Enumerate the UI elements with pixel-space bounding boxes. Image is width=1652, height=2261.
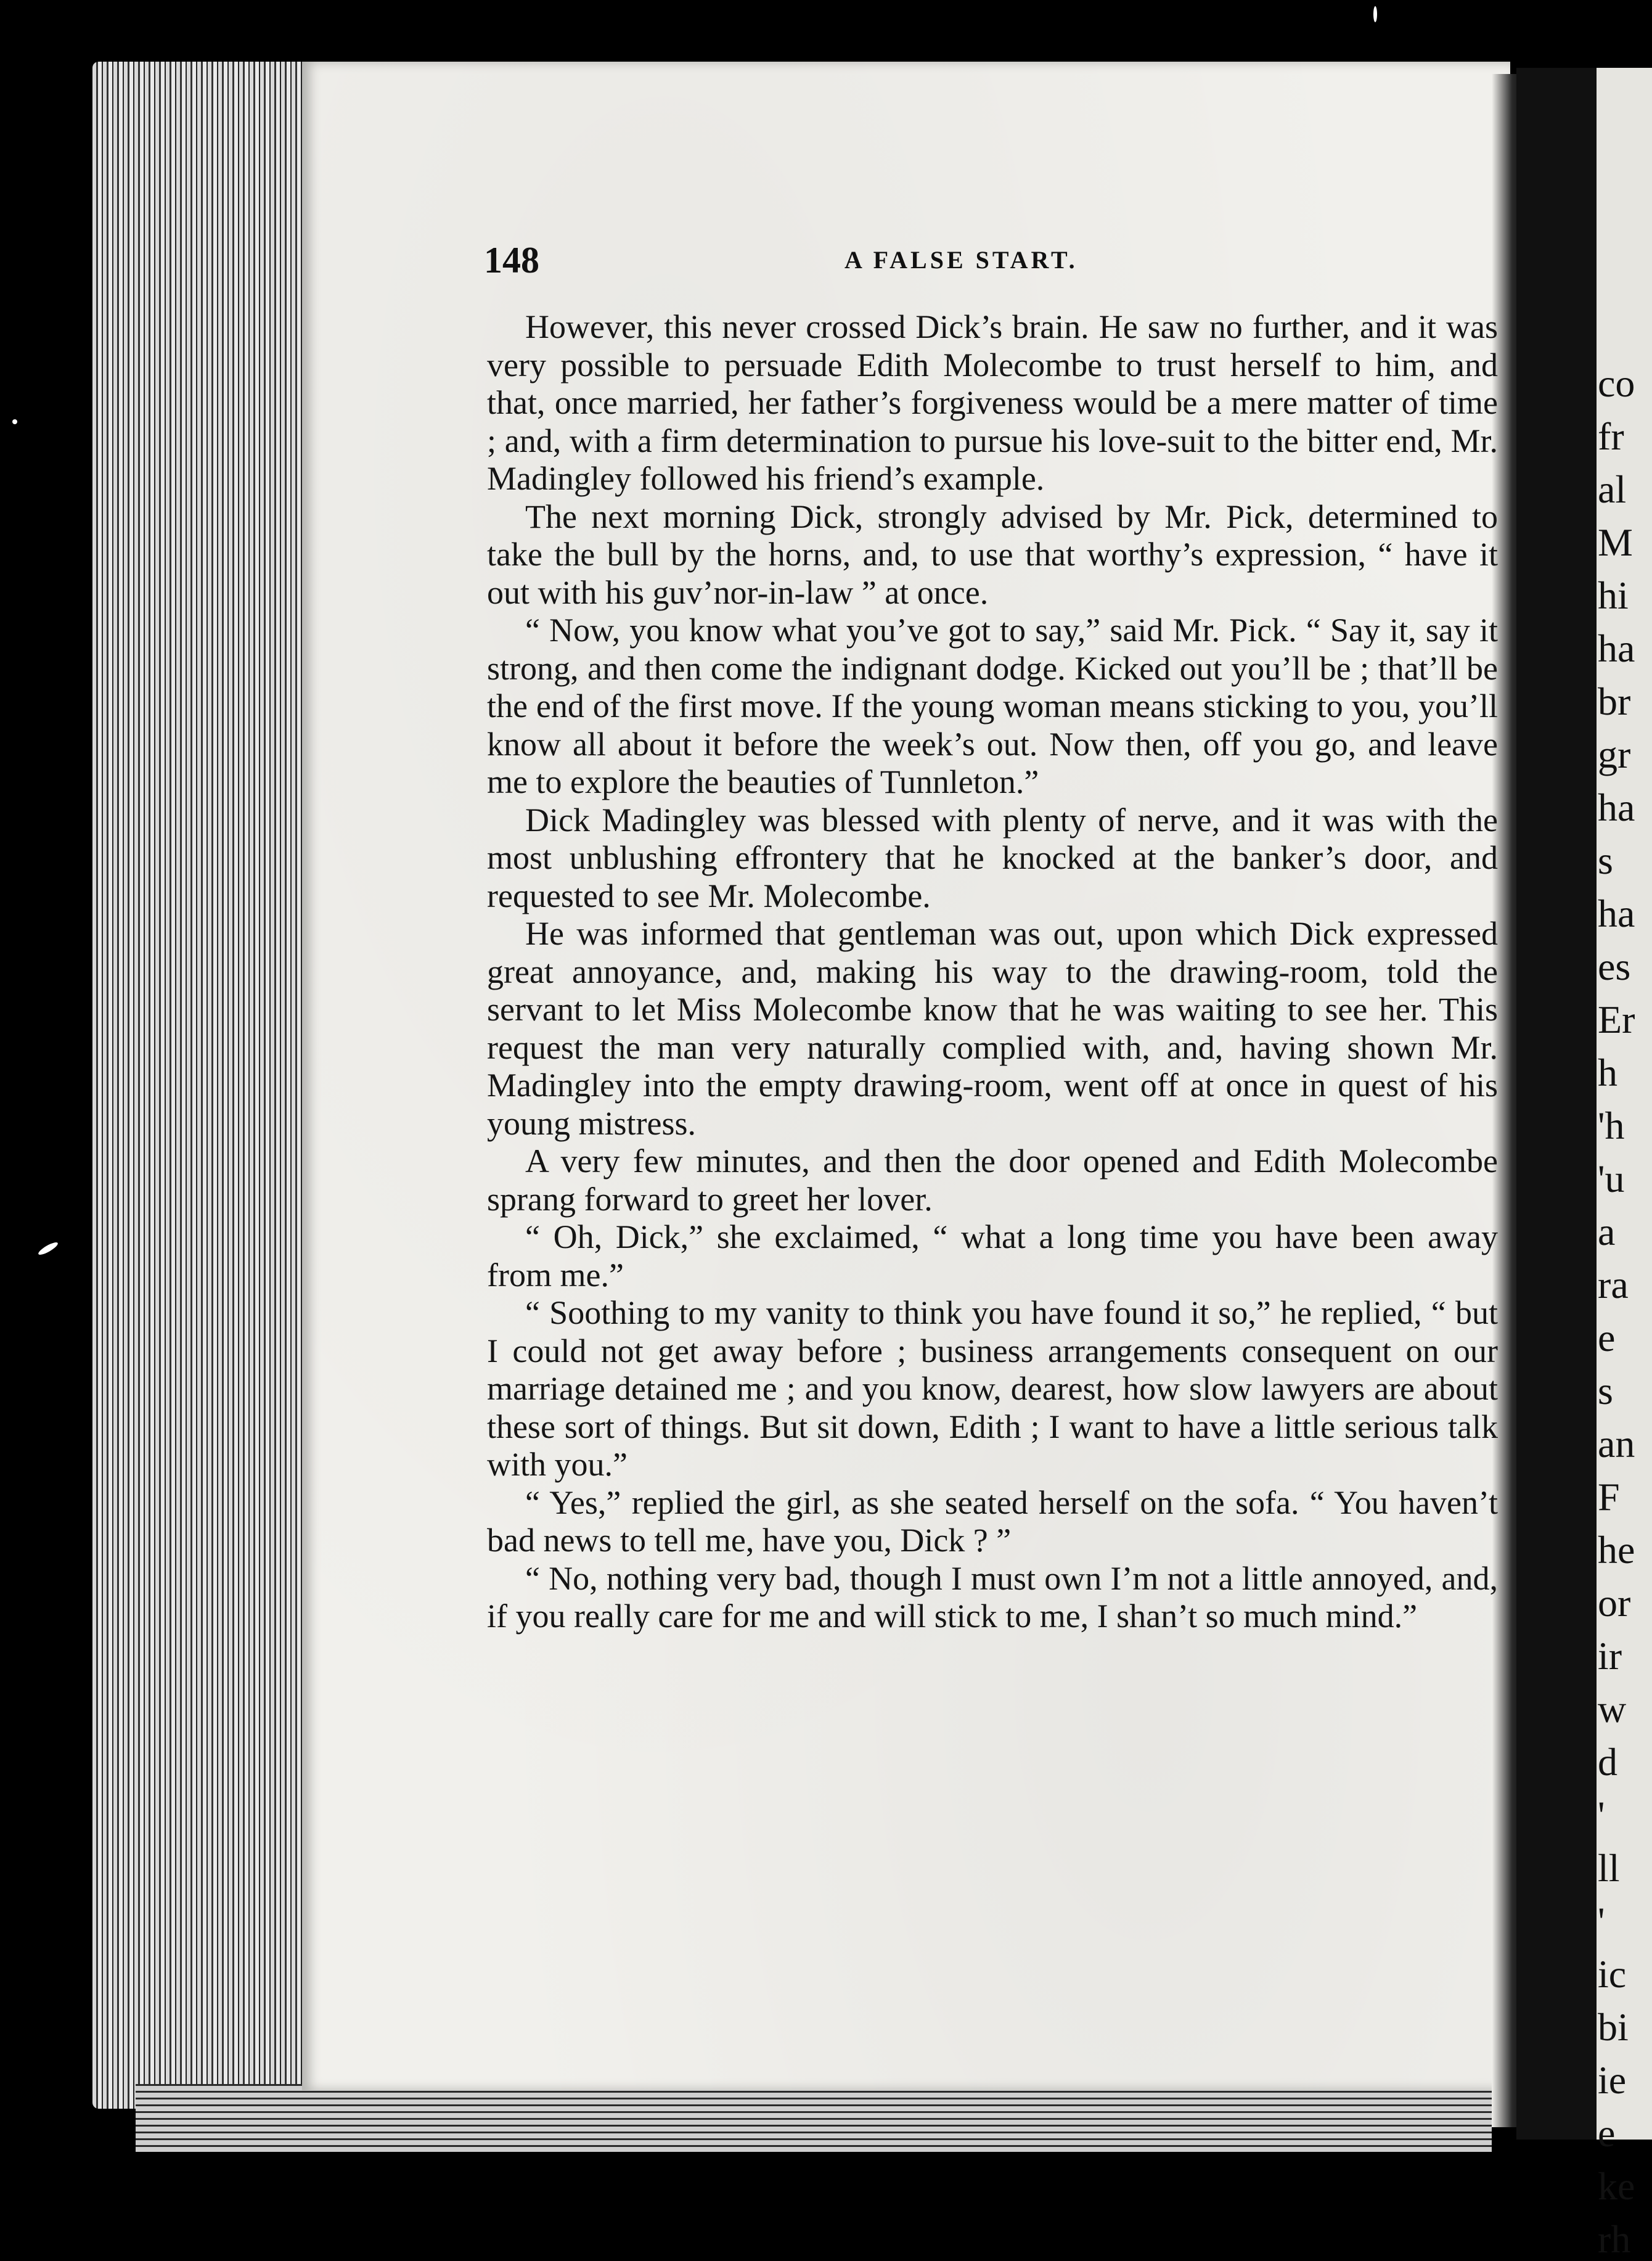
facing-page-fragment: ir: [1598, 1634, 1622, 1678]
scan-speck: [37, 1241, 59, 1257]
facing-page-fragment: he: [1598, 1528, 1635, 1572]
facing-page-fragment: ha: [1598, 626, 1635, 670]
facing-page-fragment: e: [1598, 1316, 1616, 1360]
facing-page-fragment: ra: [1598, 1263, 1629, 1307]
paragraph: “ Now, you know what you’ve got to say,” said Mr. Pick. “ Say it, say it strong, and then come the indignant dodge. Kicked out you’ll be ; that’ll be the end of the first move. If the young woman means sticking to you, you’ll know all about it before the week’s out. Now then, off you go, and leave me to explore the beauties of Tunnleton.”: [487, 612, 1498, 800]
paragraph: Dick Madingley was blessed with plenty of nerve, and it was with the most unblushing effrontery that he knocked at the banker’s door, and requested to see Mr. Molecombe.: [487, 801, 1498, 914]
page-edges: [92, 62, 314, 2109]
paragraph: “ Soothing to my vanity to think you have found it so,” he replied, “ but I could not get away before ; business arrangements consequent on our marriage detained me ; and you know, dearest, how slow lawyers are about these sort of things. But sit down, Edith ; I want to have a little serious talk with you.”: [487, 1294, 1498, 1483]
facing-page-fragment: 'u: [1598, 1157, 1625, 1200]
facing-page-sliver: [1516, 68, 1642, 2261]
facing-page-fragment: ll: [1598, 1846, 1620, 1890]
facing-page-fragment: ha: [1598, 786, 1635, 829]
facing-page-fragment: w: [1598, 1687, 1627, 1731]
paragraph: “ No, nothing very bad, though I must own I’m not a little annoyed, and, if you really care for me and will stick to me, I shan’t so much mind.”: [487, 1559, 1498, 1635]
facing-page-fragment: a: [1598, 1210, 1616, 1254]
facing-page-fragment: es: [1598, 945, 1631, 988]
paragraph: However, this never crossed Dick’s brain. He saw no further, and it was very possible to persuade Edith Molecombe to trust herself to him, and that, once married, her father’s forgiveness would be a mere matter of time ; and, with a firm determination to pursue his love-suit to the bitter end, Mr. Madingley followed his friend’s example.: [487, 308, 1498, 497]
facing-page-fragment: d: [1598, 1740, 1617, 1784]
facing-page-fragment: s: [1598, 1369, 1613, 1413]
facing-page-fragment: gr: [1598, 732, 1631, 776]
facing-page-fragment: al: [1598, 467, 1627, 511]
facing-page-fragment: an: [1598, 1422, 1635, 1466]
facing-page-fragment: ': [1598, 1793, 1605, 1837]
facing-page-fragment: or: [1598, 1581, 1631, 1625]
paragraph: He was informed that gentleman was out, upon which Dick expressed great annoyance, and, making his way to the drawing-room, told the servant to let Miss Molecombe know that he was waiting to see her. This request the man very naturally complied with, and, having shown Mr. Madingley into the empty drawing-room, went off at once in quest of his young mistress.: [487, 915, 1498, 1142]
facing-page-fragment: F: [1598, 1475, 1620, 1519]
paragraph: A very few minutes, and then the door opened and Edith Molecombe sprang forward to greet her lover.: [487, 1143, 1498, 1218]
scan-speck: [12, 419, 17, 424]
paragraph: The next morning Dick, strongly advised by Mr. Pick, determined to take the bull by the horns, and, to use that worthy’s expression, “ have it out with his guv’nor-in-law ” at once.: [487, 498, 1498, 611]
page-number: 148: [484, 240, 539, 281]
page-edges-bottom: [136, 2084, 1492, 2152]
running-title: A FALSE START.: [844, 246, 1078, 274]
facing-page-fragment: co: [1598, 361, 1635, 405]
facing-page-fragment: ha: [1598, 892, 1635, 935]
facing-page-fragment: ': [1598, 1899, 1605, 1943]
facing-page-fragment: M: [1598, 520, 1633, 564]
page-body: [487, 308, 1498, 1636]
facing-page-fragment: ic: [1598, 1952, 1627, 1996]
facing-page-fragment: Er: [1598, 998, 1635, 1041]
facing-page-text: [1597, 68, 1652, 2261]
facing-page-fragment: s: [1598, 839, 1613, 882]
facing-page-fragment: br: [1598, 679, 1631, 723]
scan-speck: [1373, 6, 1377, 22]
facing-page-fragment: ie: [1598, 2058, 1627, 2102]
facing-page-fragment: rh: [1598, 2217, 1631, 2261]
facing-page-fragment: ke: [1598, 2164, 1635, 2208]
facing-page-fragment: hi: [1598, 573, 1629, 617]
facing-page-fragment: bi: [1598, 2005, 1629, 2049]
facing-page-fragment: 'h: [1598, 1104, 1625, 1147]
facing-page-fragment: e: [1598, 2111, 1616, 2155]
facing-page-fragment: h: [1598, 1051, 1617, 1094]
facing-page-fragment: fr: [1598, 414, 1624, 458]
paragraph: “ Oh, Dick,” she exclaimed, “ what a long time you have been away from me.”: [487, 1218, 1498, 1294]
paragraph: “ Yes,” replied the girl, as she seated herself on the sofa. “ You haven’t bad news to tell me, have you, Dick ? ”: [487, 1483, 1498, 1559]
